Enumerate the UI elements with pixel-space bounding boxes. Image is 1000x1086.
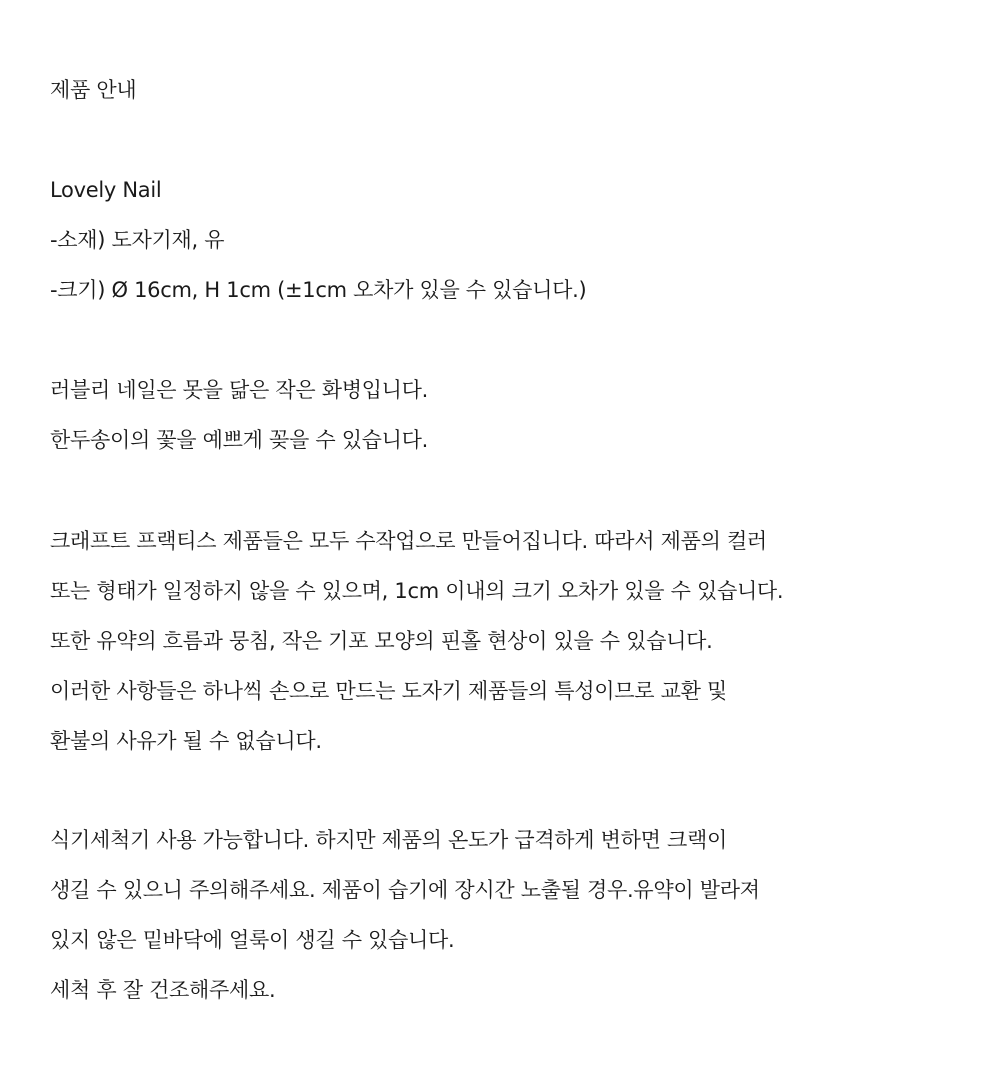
handmade-notice-line: 크래프트 프랙티스 제품들은 모두 수작업으로 만들어집니다. 따라서 제품의 컬러 <box>50 529 767 553</box>
care-notice-line: 식기세척기 사용 가능합니다. 하지만 제품의 온도가 급격하게 변하면 크랙이 <box>50 828 727 852</box>
size-spec: -크기) Ø 16cm, H 1cm (±1cm 오차가 있을 수 있습니다.) <box>50 278 587 302</box>
handmade-notice-line: 환불의 사유가 될 수 없습니다. <box>50 729 322 753</box>
care-notice-line: 생길 수 있으니 주의해주세요. 제품이 습기에 장시간 노출될 경우.유약이 발라져 <box>50 878 760 902</box>
handmade-notice-line: 또는 형태가 일정하지 않을 수 있으며, 1cm 이내의 크기 오차가 있을 수 있습니다. <box>50 579 784 603</box>
section-heading: 제품 안내 <box>50 78 137 102</box>
care-notice-line: 있지 않은 밑바닥에 얼룩이 생길 수 있습니다. <box>50 928 455 952</box>
handmade-notice-line: 이러한 사항들은 하나씩 손으로 만드는 도자기 제품들의 특성이므로 교환 및 <box>50 679 727 703</box>
description-line: 러블리 네일은 못을 닮은 작은 화병입니다. <box>50 378 429 402</box>
material-spec: -소재) 도자기재, 유 <box>50 228 225 252</box>
care-notice-line: 세척 후 잘 건조해주세요. <box>50 978 276 1002</box>
handmade-notice-line: 또한 유약의 흐름과 뭉침, 작은 기포 모양의 핀홀 현상이 있을 수 있습니다. <box>50 629 713 653</box>
description-line: 한두송이의 꽃을 예쁘게 꽂을 수 있습니다. <box>50 428 429 452</box>
product-name: Lovely Nail <box>50 178 162 202</box>
